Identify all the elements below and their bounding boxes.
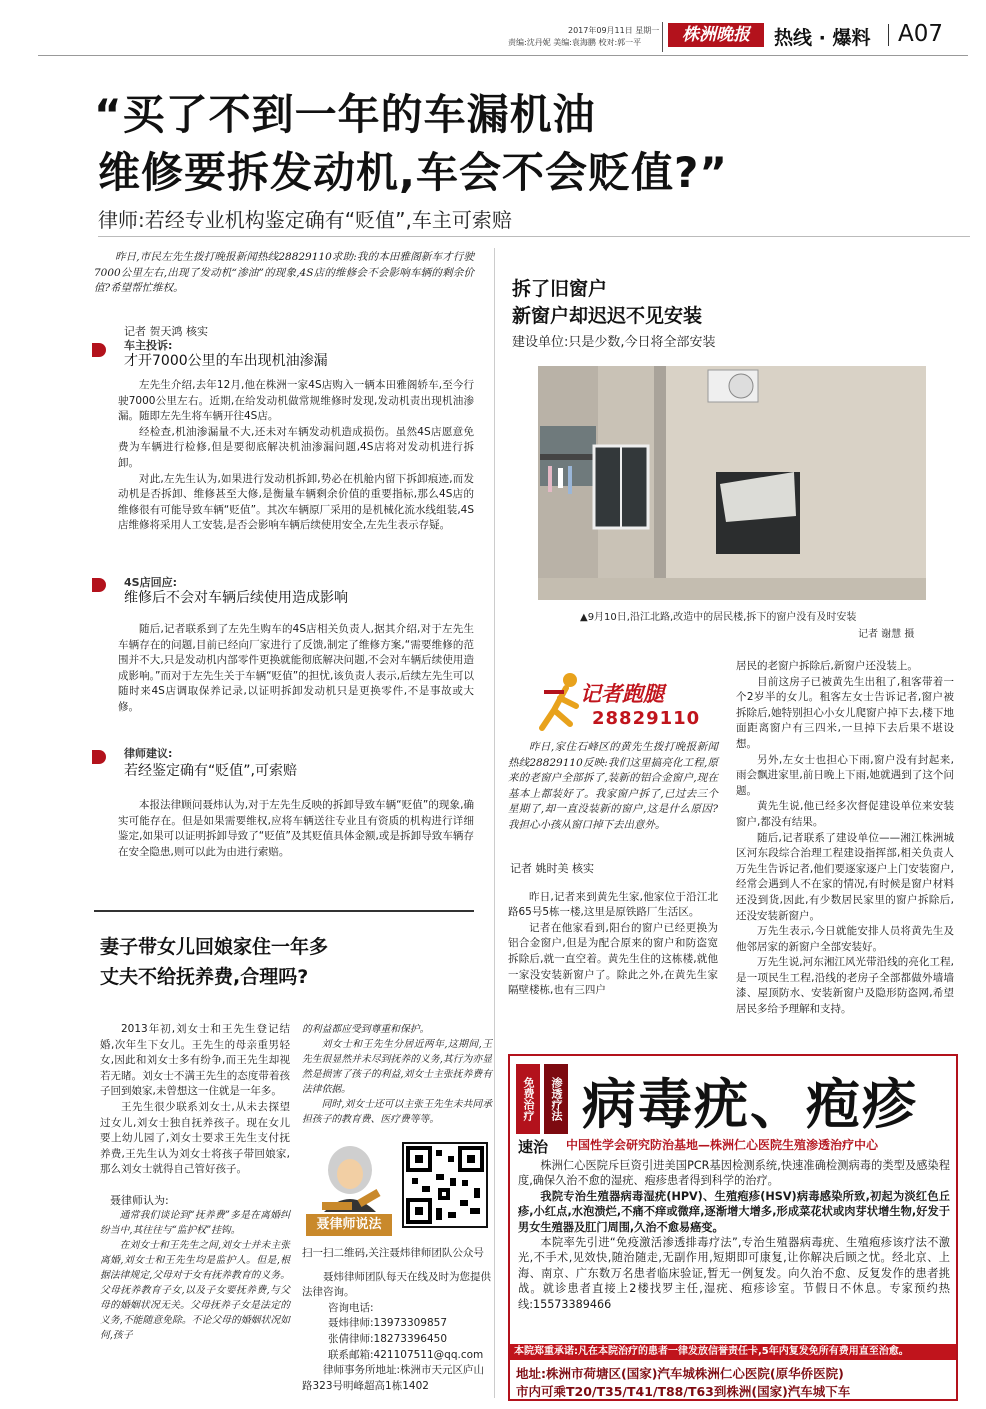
page-number: A07 bbox=[898, 21, 944, 47]
window-reporter: 记者 姚时美 核实 bbox=[510, 861, 594, 875]
section-body-4s bbox=[118, 622, 474, 716]
window-story-col-b bbox=[736, 659, 954, 1018]
child-story-rule bbox=[94, 910, 474, 912]
newspaper-logo: 株洲晚报 bbox=[668, 23, 764, 47]
section-body-complaint bbox=[118, 378, 474, 534]
main-article bbox=[94, 250, 474, 339]
child-story-col-a bbox=[100, 1022, 290, 1343]
reporter-hotline-logo bbox=[536, 670, 706, 732]
paragraph: 记者在他家看到,阳台的窗户已经更换为铝合金窗户,但是为配合原来的窗户和防盗宽拆除后,就一直空着。黄先生住的这栋楼,就他一家没安装新窗户了。除此之外,在黄先生家隔壁楼栋,也有三四户 bbox=[508, 921, 718, 997]
masthead bbox=[508, 20, 968, 54]
lawyer-label: 聂律师认为: bbox=[110, 1193, 169, 1207]
badge-label: 聂律师说法 bbox=[306, 1214, 392, 1236]
main-headline-line1: “买了不到一年的车漏机油 bbox=[94, 90, 596, 139]
reporter-credit: 记者 贺天鸿 核实 bbox=[124, 324, 208, 338]
photo-caption: ▲9月10日,沿江北路,改造中的居民楼,拆下的窗户没有及时安装 bbox=[580, 612, 857, 623]
paragraph: 的利益都应受到尊重和保护。 bbox=[302, 1024, 430, 1035]
section-marker bbox=[92, 578, 106, 592]
window-story-col-a bbox=[508, 740, 718, 999]
ad-tag-therapy: 渗透疗法 bbox=[544, 1064, 568, 1134]
ad-address-2: 市内可乘T20/T35/T41/T88/T63到株洲(国家)汽车城下车 bbox=[516, 1384, 851, 1399]
paragraph: 经检查,机油渗漏量不大,还未对车辆发动机造成损伤。虽然4S店愿意免费为车辆进行检修,但是要彻底解决机油渗漏问题,4S店将对发动机进行拆卸。 bbox=[118, 425, 474, 469]
ad-org-banner: 中国性学会研究防治基地—株洲仁心医院生殖渗透治疗中心 bbox=[566, 1138, 879, 1152]
ad-tag-fast: 速治 bbox=[518, 1138, 549, 1156]
lead-paragraph: 昨日,市民左先生拨打晚报新闻热线28829110求助:我的本田雅阁新车才行驶7000公里左右,出现了发动机“渗油”的现象,4S店的维修会不会影响车辆的剩余价值?希望帮忙维权。 bbox=[94, 251, 474, 295]
section-marker bbox=[92, 750, 106, 764]
paragraph: 通常我们谈论到“抚养费”多是在离婚纠纷当中,其往往与“监护权”挂钩。 bbox=[100, 1209, 290, 1236]
lawyer-contact bbox=[302, 1246, 492, 1394]
child-story-title-2: 丈夫不给抚养费,合理吗? bbox=[100, 966, 309, 988]
qr-code bbox=[402, 1142, 488, 1228]
hotline-number: 28829110 bbox=[592, 708, 701, 729]
ad-tag-free: 免费治疗 bbox=[516, 1064, 540, 1134]
ad-paragraph: 株洲仁心医院斥巨资引进美国PCR基因检测系统,快速准确检测病毒的类型及感染程度,确保久治不愈的湿疣、疱疹患者得到科学的治疗。 bbox=[518, 1159, 950, 1188]
paragraph: 居民的老窗户拆除后,新窗户还没装上。 bbox=[736, 660, 918, 672]
headline-rule bbox=[98, 236, 970, 237]
qr-caption: 扫一扫二维码,关注聂炜律师团队公众号 bbox=[302, 1247, 484, 1259]
contact-line: 张倩律师:18273396450 bbox=[328, 1332, 448, 1345]
ad-address-1: 地址:株洲市荷塘区(国家)汽车城株洲仁心医院(原华侨医院) bbox=[516, 1366, 844, 1381]
section-head-complaint: 才开7000公里的车出现机油渗漏 bbox=[124, 353, 328, 369]
header-divider-2 bbox=[888, 24, 889, 46]
paragraph: 2013年初,刘女士和王先生登记结婚,次年生下女儿。王先生的母亲重男轻女,因此和刘女士多有纷争,而王先生却视若无睹。刘女士不满王先生的态度带着孩子回到娘家,未曾想这一住就是一年多。 bbox=[100, 1023, 290, 1098]
window-story-subtitle: 建设单位:只是少数,今日将全部安装 bbox=[512, 335, 716, 350]
child-story-title-1: 妻子带女儿回娘家住一年多 bbox=[100, 936, 329, 958]
clinic-advertisement bbox=[508, 1054, 958, 1401]
section-body-lawyer bbox=[118, 798, 474, 860]
paragraph: 万先生说,河东湘江风光带沿线的亮化工程,是一项民生工程,沿线的老房子全部都做外墙墙漆、屋顶防水、安装新窗户及隐形防盗网,希望居民多给予理解和支持。 bbox=[736, 956, 954, 1016]
staff-line: 责编:沈丹妮 美编:袁海鹏 校对:郭一平 bbox=[508, 38, 642, 47]
window-lead-opening: 昨日,家住石峰区的黄先生拨打晚报新闻热线28829110反映:我们这里搞亮化工程,原来的老窗户全部拆了,装新的铝合金窗户,现在基本上都装好了。我家窗户拆了,已过去三个星期了,却一直没装新的窗户,这是什么原因?我担心小孩从窗口掉下去出意外。 bbox=[508, 741, 718, 831]
window-story-title-2: 新窗户却迟迟不见安装 bbox=[512, 305, 703, 327]
contact-line: 联系邮箱:421107511@qq.com bbox=[328, 1348, 484, 1361]
paragraph: 黄先生说,他已经多次督促建设单位来安装窗户,都没有结果。 bbox=[736, 800, 954, 828]
window-story-title-1: 拆了旧窗户 bbox=[512, 278, 608, 300]
paragraph: 本报法律顾问聂炜认为,对于左先生反映的拆卸导致车辆“贬值”的现象,确实可能存在。但是如果需要维权,应将车辆送往专业且有资质的机构进行详细鉴定,如果可以证明拆卸导致了“贬值”及其贬值具体金额,或是拆卸导致车辆存在安全隐患,则可以此为由进行索赔。 bbox=[118, 799, 474, 858]
section-label-lawyer: 律师建议: bbox=[124, 747, 173, 760]
contact-intro: 聂炜律师团队每天在线及时为您提供法律咨询。 bbox=[302, 1270, 491, 1299]
section-head-lawyer: 若经鉴定确有“贬值”,可索赔 bbox=[124, 763, 297, 779]
section-label-4s: 4S店回应: bbox=[124, 576, 177, 589]
building-photo bbox=[538, 366, 926, 600]
section-label-complaint: 车主投诉: bbox=[124, 339, 173, 352]
paragraph: 王先生很少联系刘女士,从未去探望过女儿,刘女士独自抚养孩子。现在女儿要上幼儿园了,刘女士要求王先生支付抚养费,王先生认为刘女士将孩子带回娘家,那么刘女士就得自己管好孩子。 bbox=[100, 1100, 290, 1176]
section-name: 热线 · 爆料 bbox=[774, 27, 871, 49]
header-divider bbox=[662, 22, 663, 52]
judge-avatar-icon bbox=[312, 1140, 388, 1212]
ad-paragraph: 我院专治生殖器病毒湿疣(HPV)、生殖疱疹(HSV)病毒感染所致,初起为淡红色丘疹,小红点,水泡溃烂,不痛不痒或微痒,逐渐增大增多,形成菜花状或肉芽状增生物,好发于男女生殖器及肛门周围,久治不愈易癌变。 bbox=[518, 1189, 950, 1234]
photo-credit: 记者 谢慧 摄 bbox=[858, 629, 915, 640]
child-story-col-b bbox=[302, 1022, 492, 1127]
main-subtitle: 律师:若经专业机构鉴定确有“贬值”,车主可索赔 bbox=[98, 208, 512, 232]
paragraph: 另外,左女士也担心下雨,窗户没有封起来,雨会飘进家里,前日晚上下雨,她就遇到了这个问题。 bbox=[736, 753, 954, 797]
main-headline-line2: 维修要拆发动机,车会不会贬值?” bbox=[98, 148, 728, 197]
contact-label: 咨询电话: bbox=[328, 1301, 374, 1314]
ad-headline: 病毒疣、疱疹 bbox=[582, 1073, 918, 1136]
paragraph: 对此,左先生认为,如果进行发动机拆卸,势必在机舱内留下拆卸痕迹,而发动机是否拆卸、维修甚至大修,是衡量车辆剩余价值的重要指标,那么4S店的维修很有可能导致车辆“贬值”。其次车辆原厂采用的是机械化流水线组装,4S店维修将采用人工安装,是否会影响车辆后续使用安全,左先生表示存疑。 bbox=[118, 472, 474, 532]
ad-paragraph: 本院率先引进“免疫激活渗透排毒疗法”,专治生殖器病毒疣、生殖疱疹该疗法不激光,不手术,见效快,随治随走,无副作用,短期即可康复,让你解决后顾之忧。经北京、上海、南京、广东数万名患者临床验证,暂无一例复发。向久治不愈、反复发作的患者挑战。就诊患者直接上2楼找罗主任,湿疣、疱疹诊室。节假日不休息。专家预约热线:15573389466 bbox=[518, 1236, 950, 1311]
law-firm-address: 律师事务所地址:株洲市天元区庐山路323号明峰超高1栋1402 bbox=[302, 1364, 485, 1392]
paragraph: 目前这房子已被黄先生出租了,租客带着一个2岁半的女儿。租客左女士告诉记者,窗户被拆除后,她特别担心小女儿爬窗户掉下去,楼下地面距离窗户有三四米,一旦掉下去后果不堪设想。 bbox=[736, 675, 954, 750]
ad-body bbox=[518, 1158, 950, 1312]
paragraph: 随后,记者联系了建设单位——湘江株洲城区河东段综合治理工程建设指挥部,相关负责人万先生告诉记者,他们要逐家逐户上门安装窗户,经常会遇到人不在家的情况,有时候是窗户材料还没到货,因此,有少数居民家里的窗户拆除后,还没安装新窗户。 bbox=[736, 831, 954, 922]
paragraph: 随后,记者联系到了左先生购车的4S店相关负责人,据其介绍,对于左先生车辆存在的问题,目前已经向厂家进行了反馈,制定了维修方案,“需要维修的范围并不大,只是发动机内部零件更换就能彻底解决问题,不会对车辆后续使用造成影响。”而对于左先生关于车辆“贬值”的担忧,该负责人表示,后续左先生可以随时来4S店调取保养记录,以证明拆卸发动机只是更换零件,不是事故或大修。 bbox=[118, 623, 474, 713]
paragraph: 昨日,记者来到黄先生家,他家位于沿江北路65号5栋一楼,这里是原铁路厂生活区。 bbox=[508, 890, 718, 919]
header-rule bbox=[38, 55, 968, 56]
paragraph: 刘女士和王先生分居近两年,这期间,王先生很显然并未尽到抚养的义务,其行为亦显然是损害了孩子的利益,刘女士主张抚养费有法律依据。 bbox=[302, 1039, 492, 1095]
paragraph: 同时,刘女士还可以主张王先生未共同承担孩子的教育费、医疗费等等。 bbox=[302, 1099, 492, 1125]
paragraph: 在刘女士和王先生之间,刘女士并未主张离婚,刘女士和王先生均是监护人。但是,根据法律规定,父母对于女有抚养教育的义务。父母抚养教育子女,以及子女要抚养费,与父母的婚姻状况无关。父母抚养子女是法定的义务,不能随意免除。不论父母的婚姻状况如何,孩子 bbox=[100, 1239, 290, 1341]
section-marker bbox=[92, 343, 106, 357]
paragraph: 万先生表示,今日就能安排人员将黄先生及他邻居家的新窗户全部安装好。 bbox=[736, 925, 954, 953]
date-line: 2017年09月11日 星期一 bbox=[568, 26, 660, 35]
paragraph: 左先生介绍,去年12月,他在株洲一家4S店购入一辆本田雅阁轿车,至今行驶7000公里左右。近期,在给发动机做常规维修时发现,发动机责出现机油渗漏。随即左先生将车辆开往4S店。 bbox=[118, 379, 474, 423]
section-head-4s: 维修后不会对车辆后续使用造成影响 bbox=[124, 590, 348, 606]
column-rule bbox=[494, 248, 495, 1398]
lawyer-badge bbox=[306, 1140, 392, 1240]
ad-notice: 本院郑重承诺:凡在本院治疗的患者一律发放信誉责任卡,5年内复发免所有费用直至治愈。 bbox=[510, 1344, 956, 1360]
contact-line: 聂炜律师:13973309857 bbox=[328, 1317, 448, 1330]
hotline-label: 记者跑腿 bbox=[580, 682, 664, 706]
